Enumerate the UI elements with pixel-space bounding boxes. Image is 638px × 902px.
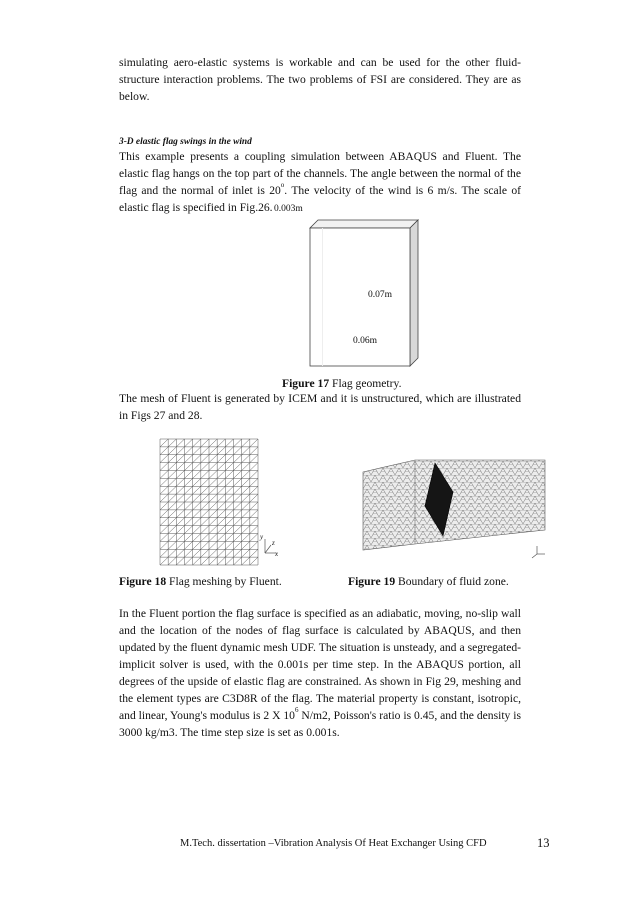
figure-18-caption — [119, 575, 282, 588]
para1-text-b: . The velocity of the wind is 6 m/s. The scale of elastic flag is specified in Fig.26. — [119, 184, 521, 214]
figure-17-caption — [282, 377, 401, 390]
axis-label-z: z — [272, 539, 275, 547]
degree-superscript: o — [280, 181, 285, 189]
section-heading: 3-D elastic flag swings in the wind — [119, 137, 252, 147]
figure-19-caption — [348, 575, 509, 588]
figure-19-label: Figure 19 — [348, 575, 396, 588]
label-width: 0.06m — [353, 336, 378, 346]
axis-triad-small — [532, 546, 545, 558]
figure-18-caption-text: Flag meshing by Fluent. — [166, 575, 282, 588]
flag-top-face — [310, 220, 418, 228]
label-height: 0.07m — [368, 290, 393, 300]
intro-paragraph: simulating aero-elastic systems is workable and can be used for the other fluid-structure interaction problems. The two problems of FSI are considered. They are as below. — [119, 56, 521, 103]
axis-label-x: x — [275, 550, 279, 558]
figure-19-caption-text: Boundary of fluid zone. — [395, 575, 509, 588]
figure-17-caption-text: Flag geometry. — [329, 377, 402, 390]
footer-text: M.Tech. dissertation –Vibration Analysis Of Heat Exchanger Using CFD — [180, 838, 487, 849]
flag-shading — [322, 228, 323, 366]
page-number: 13 — [537, 836, 550, 850]
exponent-superscript: 6 — [294, 706, 299, 714]
flag-geometry-drawing — [270, 210, 430, 368]
para3-text-a: In the Fluent portion the flag surface is specified as an adiabatic, moving, no-slip wall and the location of the nodes of flag surface is calculated by ABAQUS, and then updated by the fluent dynamic mesh UDF. The situation is unsteady, and a segregated-implicit solver is used, with the 0.001s per time step. In the ABAQUS portion, all degrees of the upside of elastic flag are constrained. As shown in Fig 29, meshing and the element types are C3D8R of the flag. The material property is constant, isotropic, and linear, Young's modulus is 2 X 10 — [119, 607, 521, 722]
paragraph-flag-description — [119, 148, 521, 216]
mesh-lines — [160, 439, 258, 565]
figure-19-fluid-zone — [355, 454, 555, 564]
flag-mesh-drawing — [158, 437, 283, 569]
figure-18-flag-mesh — [158, 437, 283, 569]
flag-side-face — [410, 220, 418, 366]
fluid-zone-drawing — [355, 454, 555, 564]
axis-label-y: y — [260, 533, 264, 541]
figure-17-label: Figure 17 — [282, 377, 330, 390]
paragraph-fluent-abaqus — [119, 605, 521, 741]
label-thickness: 0.003m — [274, 204, 303, 214]
para1-text-a: This example presents a coupling simulation between ABAQUS and Fluent. The elastic flag hangs on the top part of the channels. The angle between the normal of the flag and the normal of inlet is 20 — [119, 150, 521, 197]
figure-18-label: Figure 18 — [119, 575, 167, 588]
para3-text-b: N/m2, Poisson's ratio is 0.45, and the density is 3000 kg/m3. The time step size is set as 0.001s. — [119, 709, 522, 739]
fluid-domain-box — [363, 460, 545, 550]
figure-17-flag-geometry — [270, 204, 430, 368]
mesh-grid — [160, 439, 258, 565]
paragraph-mesh: The mesh of Fluent is generated by ICEM and it is unstructured, which are illustrated in Figs 27 and 28. — [119, 392, 521, 422]
